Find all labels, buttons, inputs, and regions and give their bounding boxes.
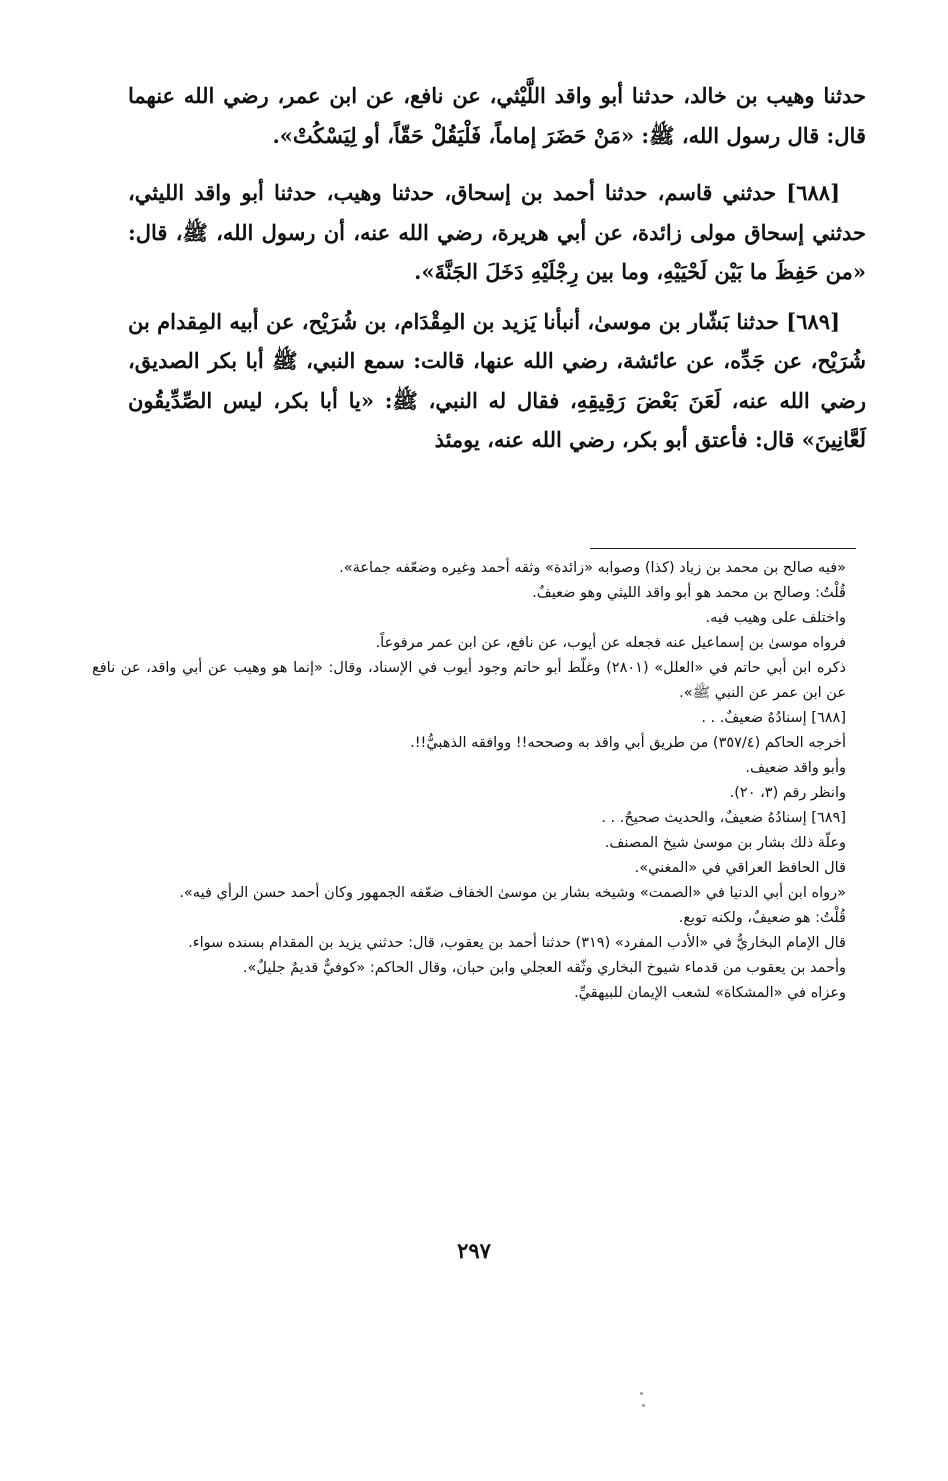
footnote-line: [٦٨٨] إسنادُهُ ضعيفٌ. . .: [701, 710, 846, 726]
hadith-number-689: [٦٨٩]: [786, 308, 840, 334]
hadith-text-688: حدثني قاسم، حدثنا أحمد بن إسحاق، حدثنا وهيب، حدثنا أبو واقد الليثي، حدثني إسحاق مولى زائدة، عن أبي هريرة، رضي الله عنه، أن رسول الله، ﷺ، قال: «من حَفِظَ ما بَيْن لَحْيَيْهِ، وما بين رِجْلَيْهِ دَخَلَ الجَنَّةَ».: [128, 180, 866, 284]
paragraph-688: [128, 173, 866, 292]
footnote-line: قال الحافظ العراقي في «المغني».: [634, 860, 846, 876]
footnote-line: وانظر رقم (٣، ٢٠).: [729, 785, 846, 801]
footnote-separator: [590, 548, 856, 549]
footnote-line: واختلف على وهيب فيه.: [705, 610, 846, 626]
hadith-text-689: حدثنا بَشّار بن موسىٰ، أنبأنا يَزيد بن المِقْدَام، بن شُرَيْح، عن أبيه المِقدام بن شُرَيْح، عن جَدِّه، عن عائشة، رضي الله عنها، قالت: سمع النبي، ﷺ أبا بكر الصديق، رضي الله عنه، لَعَنَ بَعْضَ رَقِيقِهِ، فقال له النبي، ﷺ: «يا أبا بكر، ليس الصِّدِّيقُون لَعَّانِينَ» قال: فأعتق أبو بكر، رضي الله عنه، يومئذ: [128, 308, 866, 452]
footnotes: [92, 556, 862, 1006]
footnote-line: قُلْتُ: وصالح بن محمد هو أبو واقد الليثي وهو ضعيفٌ.: [532, 585, 846, 601]
main-text: [128, 76, 866, 460]
scan-speck: [640, 1392, 643, 1395]
footnote-line: «رواه ابن أبي الدنيا في «الصمت» وشيخه بشار بن موسىٰ الخفاف ضعّفه الجمهور وكان أحمد حسن الرأي فيه».: [179, 885, 846, 901]
page-number: ٢٩٧: [457, 1238, 491, 1263]
scan-speck: [642, 1404, 645, 1407]
hadith-number-688: [٦٨٨]: [786, 180, 840, 205]
footnote-line: فرواه موسىٰ بن إسماعيل عنه فجعله عن أيوب، عن نافع، عن ابن عمر مرفوعاً.: [375, 635, 846, 651]
footnote-line: وأبو واقد ضعيف.: [745, 760, 846, 776]
footnote-line: ذكره ابن أبي حاتم في «العلل» (٢٨٠١) وغلّط أبو حاتم وجود أيوب في الإسناد، وقال: «إنما هو وهيب عن أبي واقد، عن نافع عن ابن عمر عن النبي ﷺ».: [92, 660, 846, 701]
footnote-line: قال الإمام البخاريُّ في «الأدب المفرد» (٣١٩) حدثنا أحمد بن يعقوب، قال: حدثني يزيد بن المقدام بسنده سواء.: [188, 935, 846, 951]
footnote-line: قُلْتُ: هو ضعيفٌ، ولكنه توبع.: [678, 910, 846, 926]
footnote-line: وعلّة ذلك بشار بن موسىٰ شيخ المصنف.: [604, 835, 846, 851]
footnote-line: أخرجه الحاكم (٣٥٧/٤) من طريق أبي واقد به وصححه!! ووافقه الذهبيُّ!!.: [410, 735, 846, 751]
footnote-line: وأحمد بن يعقوب من قدماء شيوخ البخاري وثّقه العجلي وابن حبان، وقال الحاكم: «كوفيٌّ قديمٌ جليلٌ».: [242, 960, 846, 976]
footnote-line: «فيه صالح بن محمد بن زياد (كذا) وصوابه «زائدة» وثقه أحمد وغيره وضعّفه جماعة».: [339, 560, 846, 576]
paragraph-689: [128, 302, 866, 460]
paragraph-1: حدثنا وهيب بن خالد، حدثنا أبو واقد اللَّيْثي، عن نافع، عن ابن عمر، رضي الله عنهما قال: قال رسول الله، ﷺ: «مَنْ حَضَرَ إماماً، فَلْيَقُلْ حَقّاً، أو لِيَسْكُتْ».: [128, 83, 866, 148]
footnote-line: [٦٨٩] إسنادُهُ ضعيفٌ، والحديث صحيحٌ. . .: [601, 810, 846, 826]
footnote-line: وعزاه في «المشكاة» لشعب الإيمان للبيهقيِّ.: [574, 985, 846, 1001]
